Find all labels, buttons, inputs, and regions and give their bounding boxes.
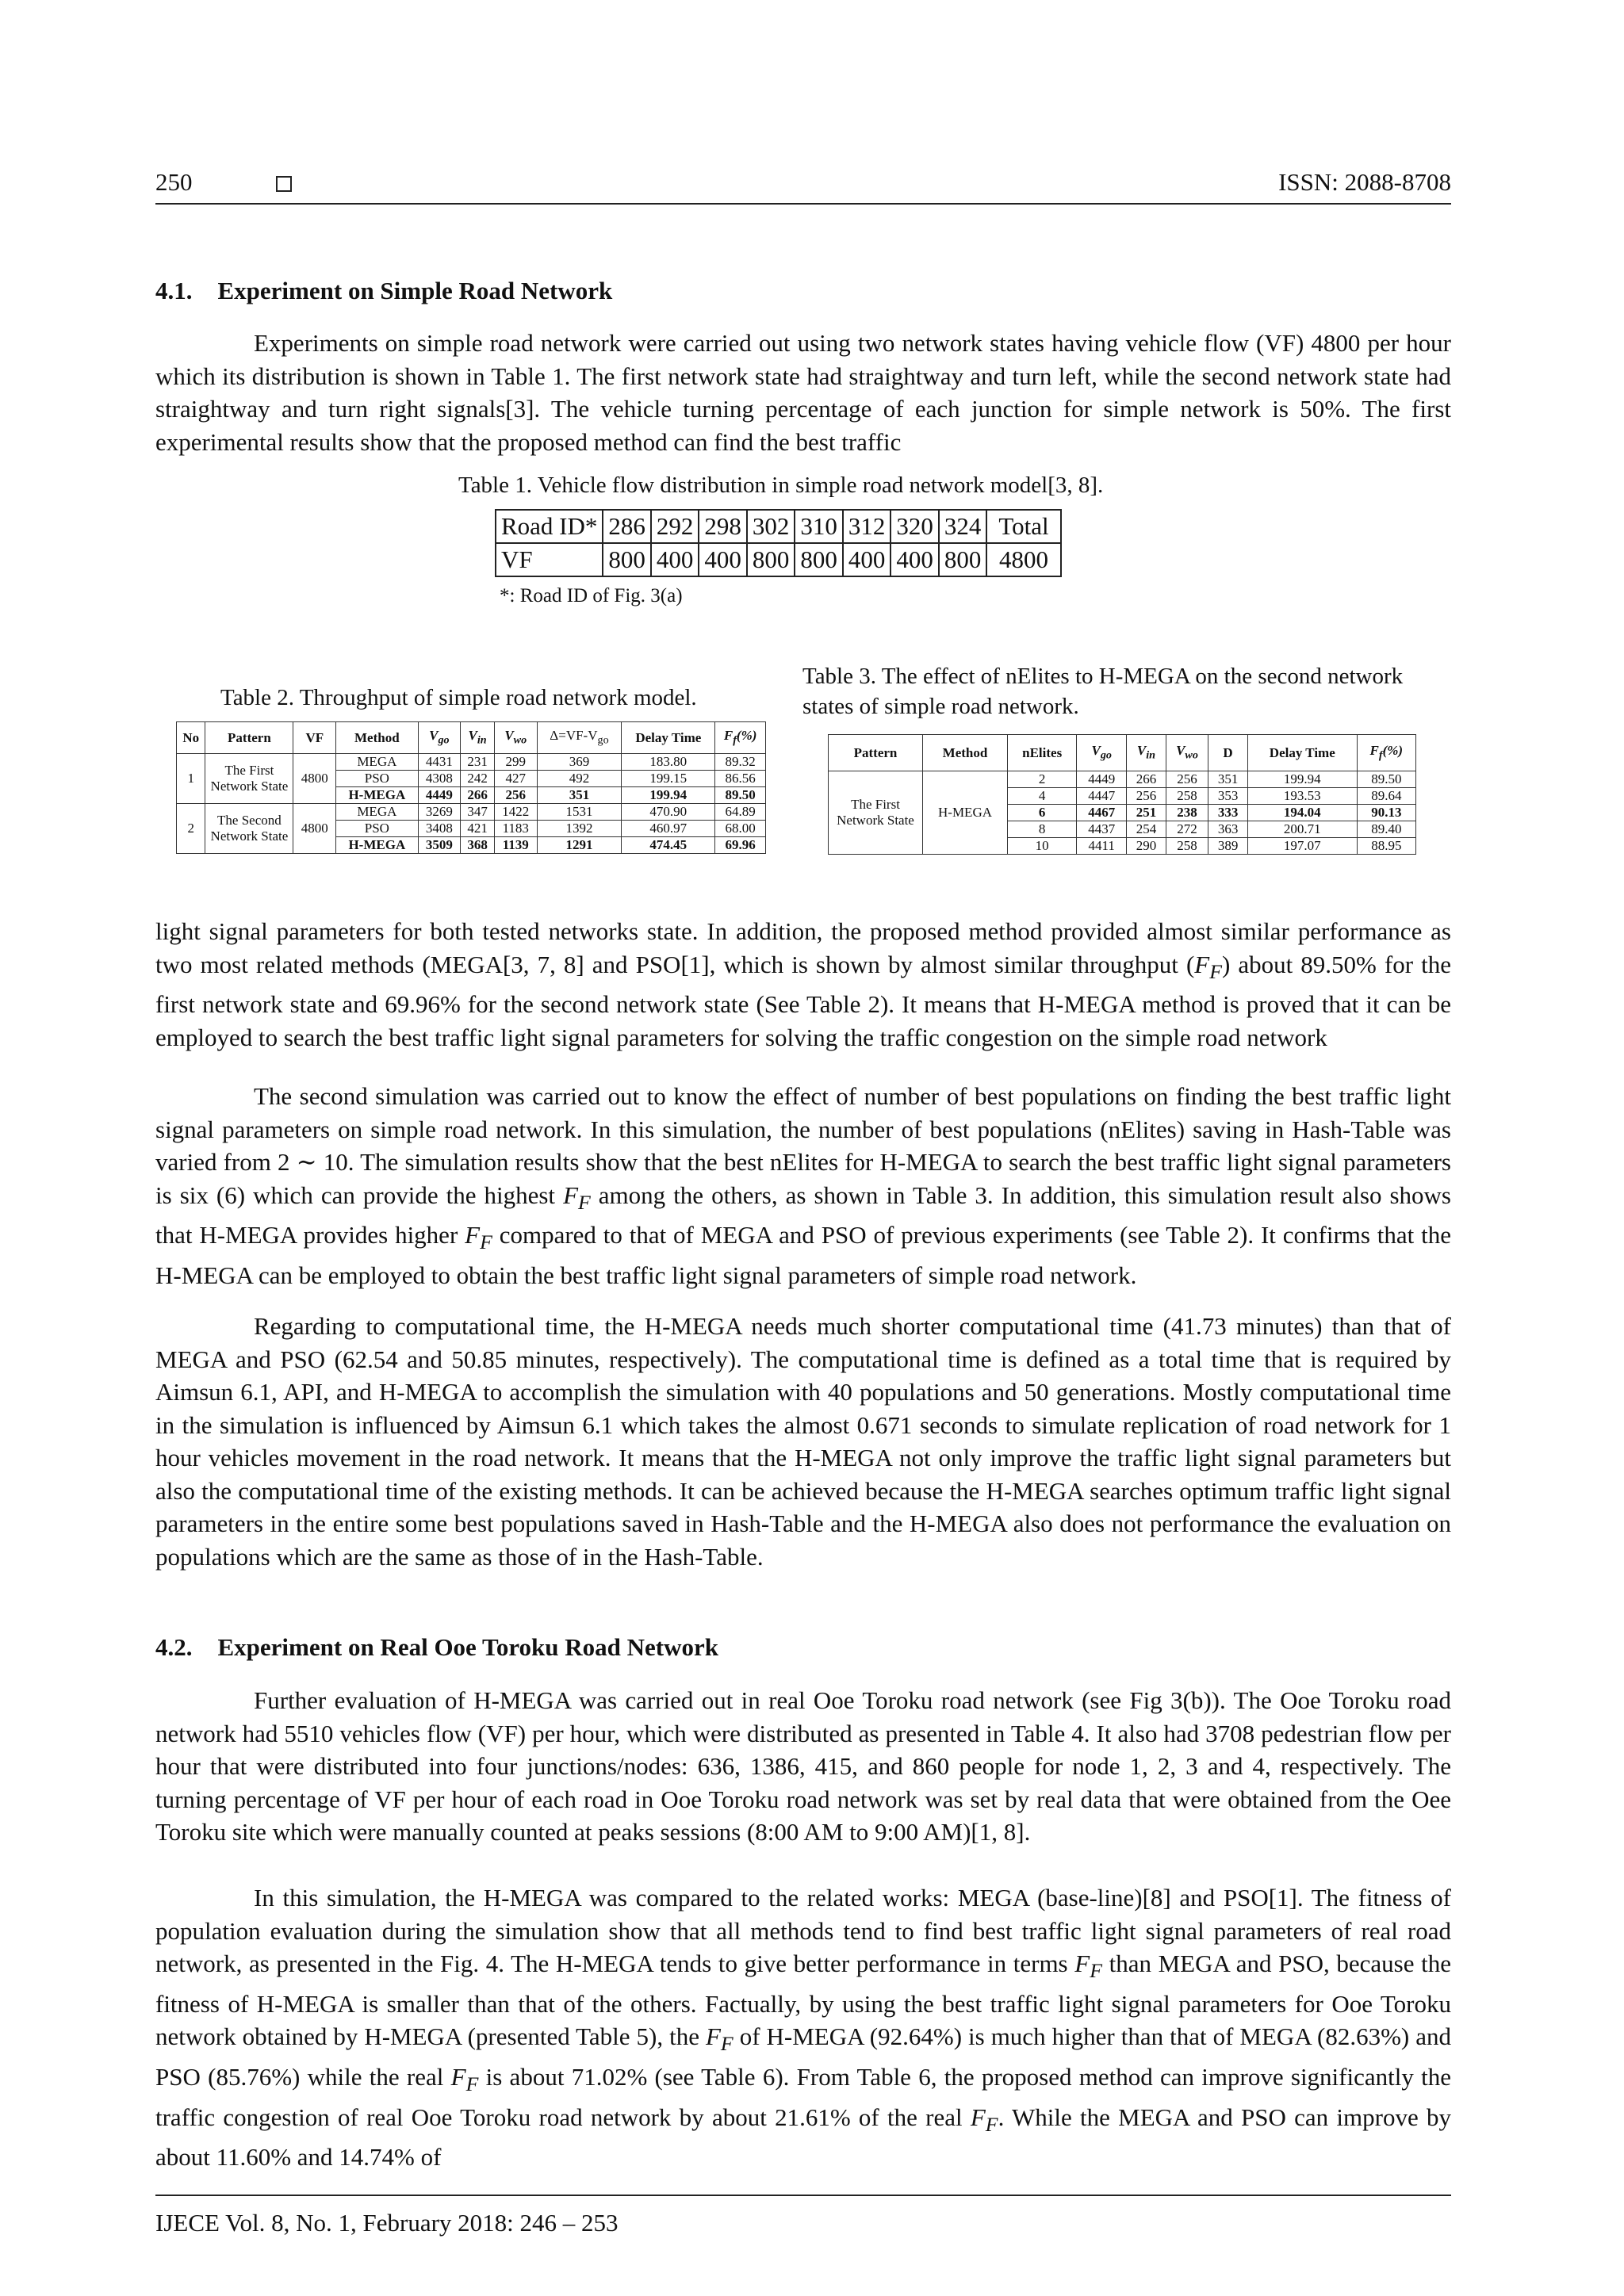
table-cell: 1531 xyxy=(537,804,622,821)
table-cell: 4308 xyxy=(418,771,461,787)
paragraph-5: Further evaluation of H-MEGA was carried out in real Ooe Toroku road network (see Fig 3(b)). The Ooe Toroku road network had 5510 vehicles flow (VF) per hour, which were distributed as presented in Table 4. It also had 3708 pedestrian flow per hour that were distributed into four junctions/nodes: 636, 1386, 415, and 860 people for node 1, 2, 3 and 4, respectively. The turning percentage of VF per hour of each road in Ooe Toroku road network was set by real data that were obtained from the Oee Toroku site which were manually counted at peaks sessions (8:00 AM to 9:00 AM)[1, 8]. xyxy=(155,1686,1451,1846)
header-cell: $F_f(\%)$ xyxy=(1357,735,1415,771)
table-cell: 266 xyxy=(1127,771,1166,788)
table-row xyxy=(829,771,1416,788)
table-cell: 286 xyxy=(603,510,651,543)
table-cell: 4800 xyxy=(293,804,336,854)
section-heading-4-1 xyxy=(155,277,612,305)
table-cell: 258 xyxy=(1166,788,1208,805)
table-cell: 251 xyxy=(1127,805,1166,821)
header-cell: $\Delta=VF-V_{go}$ xyxy=(537,722,622,754)
table-cell: 193.53 xyxy=(1247,788,1357,805)
table-row xyxy=(496,510,1061,543)
table-cell: 333 xyxy=(1208,805,1248,821)
table-cell: 353 xyxy=(1208,788,1248,805)
table-cell: 369 xyxy=(537,754,622,771)
table-cell: PSO xyxy=(336,771,418,787)
table-cell: 256 xyxy=(1166,771,1208,788)
section-heading-4-2 xyxy=(155,1633,718,1662)
table-row xyxy=(177,754,766,771)
table-cell: 400 xyxy=(891,543,939,576)
table-cell: 242 xyxy=(461,771,495,787)
table-cell: 324 xyxy=(939,510,987,543)
table-cell: 470.90 xyxy=(622,804,715,821)
table-cell: MEGA xyxy=(336,754,418,771)
table-cell: 4447 xyxy=(1077,788,1127,805)
table-cell: 4431 xyxy=(418,754,461,771)
header-cell: Pattern xyxy=(829,735,923,771)
footer-citation: IJECE Vol. 8, No. 1, February 2018: 246 – 253 xyxy=(155,2209,619,2237)
table-cell: The Second Network State xyxy=(205,804,293,854)
table-cell: 800 xyxy=(939,543,987,576)
table-cell: 298 xyxy=(699,510,747,543)
table-cell: 302 xyxy=(747,510,795,543)
header-cell: Delay Time xyxy=(622,722,715,754)
paragraph-2: light signal parameters for both tested networks state. In addition, the proposed method provided almost similar performance as two most related methods (MEGA[3, 7, 8] and PSO[1], which is shown by almost similar throughput $(F_F)$ about 89.50% for the first network state and 69.96% for the second network state (See Table 2). It means that H-MEGA method is proved that it can be employed to search the best traffic light signal parameters for solving the traffic congestion on the simple road network xyxy=(155,917,1451,1051)
table-cell: 347 xyxy=(461,804,495,821)
table-cell: 4467 xyxy=(1077,805,1127,821)
header-cell: nElites xyxy=(1008,735,1077,771)
table1-footnote: *: Road ID of Fig. 3(a) xyxy=(500,585,683,607)
table-row xyxy=(496,543,1061,576)
footer-rule xyxy=(155,2195,1451,2196)
header-cell: $V_{wo}$ xyxy=(1166,735,1208,771)
table-cell: 89.64 xyxy=(1357,788,1415,805)
table-cell: 4449 xyxy=(1077,771,1127,788)
table-cell: 2 xyxy=(1008,771,1077,788)
table-header-row xyxy=(829,735,1416,771)
header-cell: Delay Time xyxy=(1247,735,1357,771)
table-cell: 1392 xyxy=(537,821,622,837)
table-cell: 2 xyxy=(177,804,205,854)
table-cell: MEGA xyxy=(336,804,418,821)
table-cell: 64.89 xyxy=(715,804,766,821)
table-cell: 363 xyxy=(1208,821,1248,838)
table-cell: 238 xyxy=(1166,805,1208,821)
table-cell: 351 xyxy=(1208,771,1248,788)
table-cell: 4437 xyxy=(1077,821,1127,838)
paragraph-1 xyxy=(155,327,1451,458)
header-cell: Method xyxy=(923,735,1008,771)
header-rule xyxy=(155,203,1451,205)
table-cell: 183.80 xyxy=(622,754,715,771)
table-cell: 800 xyxy=(795,543,843,576)
table-cell: 800 xyxy=(603,543,651,576)
table-cell: 194.04 xyxy=(1247,805,1357,821)
header-cell: D xyxy=(1208,735,1248,771)
table-cell: 3408 xyxy=(418,821,461,837)
table-cell: 200.71 xyxy=(1247,821,1357,838)
section-title: Experiment on Simple Road Network xyxy=(217,277,613,304)
table2-caption: Table 2. Throughput of simple road network model. xyxy=(220,685,697,710)
table-cell: Road ID* xyxy=(496,510,603,543)
table-cell: 1139 xyxy=(494,837,537,854)
header-cell: $V_{go}$ xyxy=(1077,735,1127,771)
table-cell: 3269 xyxy=(418,804,461,821)
table-cell: 199.94 xyxy=(622,787,715,804)
table-cell: 272 xyxy=(1166,821,1208,838)
table-cell: The First Network State xyxy=(829,771,923,855)
table-cell: 231 xyxy=(461,754,495,771)
table-cell: 1291 xyxy=(537,837,622,854)
table-cell: 256 xyxy=(494,787,537,804)
table-cell: 197.07 xyxy=(1247,838,1357,855)
table-cell: 492 xyxy=(537,771,622,787)
paragraph-3: The second simulation was carried out to know the effect of number of best populations on finding the best traffic light signal parameters on simple road network. In this simulation, the number of best populations (nElites) saving in Hash-Table was varied from 2 ∼ 10. The simulation results show that the best nElites for H-MEGA to search the best traffic light signal parameters is six (6) which can provide the highest $F_F$ among the others, as shown in Table 3. In addition, this simulation result also shows that H-MEGA provides higher $F_F$ compared to that of MEGA and PSO of previous experiments (see Table 2). It confirms that the H-MEGA can be employed to obtain the best traffic light signal parameters of simple road network. xyxy=(155,1082,1451,1289)
table-row xyxy=(177,804,766,821)
header-cell: $V_{in}$ xyxy=(1127,735,1166,771)
table-cell: 460.97 xyxy=(622,821,715,837)
table-cell: 89.40 xyxy=(1357,821,1415,838)
table-cell: 68.00 xyxy=(715,821,766,837)
table-cell: 256 xyxy=(1127,788,1166,805)
table-cell: 389 xyxy=(1208,838,1248,855)
table-cell: 89.50 xyxy=(1357,771,1415,788)
table-cell: Total xyxy=(986,510,1060,543)
table-cell: 4800 xyxy=(293,754,336,804)
table-cell: 3509 xyxy=(418,837,461,854)
table-cell: 368 xyxy=(461,837,495,854)
table-cell: 290 xyxy=(1127,838,1166,855)
header-cell: $V_{in}$ xyxy=(461,722,495,754)
table-cell: 1422 xyxy=(494,804,537,821)
table-cell: 89.50 xyxy=(715,787,766,804)
table-cell: 4449 xyxy=(418,787,461,804)
paragraph-text: Experiments on simple road network were carried out using two network states having vehicle flow (VF) 4800 per hour which its distribution is shown in Table 1. The first network state had straightway and turn left, while the second network state had straightway and turn right signals[3]. The vehicle turning percentage of each junction for simple network is 50%. The first experimental results show that the proposed method can find the best traffic xyxy=(155,329,1451,456)
table-cell: 421 xyxy=(461,821,495,837)
table-cell: 199.94 xyxy=(1247,771,1357,788)
table-cell: 800 xyxy=(747,543,795,576)
table-cell: PSO xyxy=(336,821,418,837)
header-cell: $F_f(\%)$ xyxy=(715,722,766,754)
table-cell: 474.45 xyxy=(622,837,715,854)
table-cell: 1 xyxy=(177,754,205,804)
paragraph-6: In this simulation, the H-MEGA was compared to the related works: MEGA (base-line)[8] and PSO[1]. The fitness of population evaluation during the simulation show that all methods tend to find best traffic light signal parameters of real road network, as presented in the Fig. 4. The H-MEGA tends to give better performance in terms $F_F$ than MEGA and PSO, because the fitness of H-MEGA is smaller than that of the others. Factually, by using the best traffic light signal parameters for Ooe Toroku network obtained by H-MEGA (presented Table 5), the $F_F$ of H-MEGA (92.64%) is much higher than that of MEGA (82.63%) and PSO (85.76%) while the real $F_F$ is about 71.02% (see Table 6). From Table 6, the proposed method can improve significantly the traffic congestion of real Ooe Toroku road network by about 21.61% of the real $F_F$. While the MEGA and PSO can improve by about 11.60% and 14.74% of xyxy=(155,1884,1451,2172)
table-cell: The First Network State xyxy=(205,754,293,804)
header-cell: VF xyxy=(293,722,336,754)
table-cell: 89.32 xyxy=(715,754,766,771)
table-cell: 8 xyxy=(1008,821,1077,838)
table3-caption: Table 3. The effect of nElites to H-MEGA on the second network states of simple road network. xyxy=(802,664,1404,719)
table-cell: VF xyxy=(496,543,603,576)
header-cell: No xyxy=(177,722,205,754)
table-cell: 258 xyxy=(1166,838,1208,855)
table-cell: 199.15 xyxy=(622,771,715,787)
table-cell: 6 xyxy=(1008,805,1077,821)
table-cell: 320 xyxy=(891,510,939,543)
table-cell: 69.96 xyxy=(715,837,766,854)
table-cell: 90.13 xyxy=(1357,805,1415,821)
table-cell: 299 xyxy=(494,754,537,771)
table-cell: 266 xyxy=(461,787,495,804)
issn: ISSN: 2088-8708 xyxy=(1278,168,1451,196)
table-cell: 4411 xyxy=(1077,838,1127,855)
table-cell: 351 xyxy=(537,787,622,804)
table-cell: 310 xyxy=(795,510,843,543)
table-cell: 10 xyxy=(1008,838,1077,855)
table-cell: 88.95 xyxy=(1357,838,1415,855)
section-number: 4.2. xyxy=(155,1633,193,1661)
table-3 xyxy=(828,734,1416,855)
table-header-row xyxy=(177,722,766,754)
table-cell: H-MEGA xyxy=(336,787,418,804)
page-number: 250 xyxy=(155,168,193,196)
section-title: Experiment on Real Ooe Toroku Road Network xyxy=(217,1633,719,1661)
table-2 xyxy=(176,721,766,854)
section-number: 4.1. xyxy=(155,277,193,304)
header-cell: Method xyxy=(336,722,418,754)
header-cell: Pattern xyxy=(205,722,293,754)
table-cell: 400 xyxy=(699,543,747,576)
header-cell: $V_{go}$ xyxy=(418,722,461,754)
table-cell: 4 xyxy=(1008,788,1077,805)
table-cell: 400 xyxy=(651,543,699,576)
table-cell: 427 xyxy=(494,771,537,787)
table-1 xyxy=(495,509,1062,577)
table-cell: 254 xyxy=(1127,821,1166,838)
table-cell: 86.56 xyxy=(715,771,766,787)
table-cell: 312 xyxy=(843,510,891,543)
table1-caption: Table 1. Vehicle flow distribution in simple road network model[3, 8]. xyxy=(458,473,1104,498)
table-cell: H-MEGA xyxy=(923,771,1008,855)
table-cell: H-MEGA xyxy=(336,837,418,854)
table-cell: 4800 xyxy=(986,543,1060,576)
paragraph-4: Regarding to computational time, the H-MEGA needs much shorter computational time (41.73 minutes) than that of MEGA and PSO (62.54 and 50.85 minutes, respectively). The computational time is defined as a total time that is required by Aimsun 6.1, API, and H-MEGA to accomplish the simulation with 40 populations and 50 generations. Mostly computational time in the simulation is influenced by Aimsun 6.1 which takes the almost 0.671 seconds to simulate replication of road network for 1 hour vehicles movement in the road network. It means that the H-MEGA not only improve the traffic light signal parameters but also the computational time of the existing methods. It can be achieved because the H-MEGA searches optimum traffic light signal parameters in the entire some best populations saved in Hash-Table and the H-MEGA also does not performance the evaluation on populations which are the same as those of in the Hash-Table. xyxy=(155,1312,1451,1571)
square-box-icon xyxy=(276,176,292,192)
header-cell: $V_{wo}$ xyxy=(494,722,537,754)
table-cell: 1183 xyxy=(494,821,537,837)
table-cell: 292 xyxy=(651,510,699,543)
table-cell: 400 xyxy=(843,543,891,576)
